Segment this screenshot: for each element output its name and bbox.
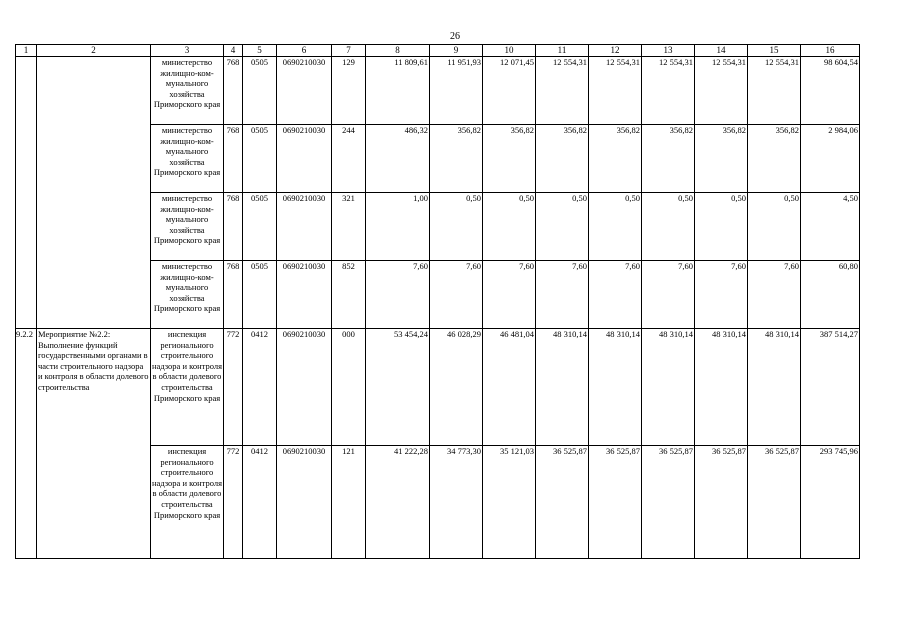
value-cell: 12 554,31 bbox=[642, 57, 695, 125]
total-value-cell: 293 745,96 bbox=[801, 446, 860, 559]
value-cell: 53 454,24 bbox=[366, 329, 430, 446]
column-header-14: 14 bbox=[695, 45, 748, 57]
value-cell: 7,60 bbox=[483, 261, 536, 329]
column-header-10: 10 bbox=[483, 45, 536, 57]
value-cell: 46 028,29 bbox=[430, 329, 483, 446]
column-header-16: 16 bbox=[801, 45, 860, 57]
value-cell: 356,82 bbox=[642, 125, 695, 193]
column-header-5: 5 bbox=[243, 45, 277, 57]
column-header-13: 13 bbox=[642, 45, 695, 57]
value-cell: 7,60 bbox=[536, 261, 589, 329]
column-header-9: 9 bbox=[430, 45, 483, 57]
value-cell: 48 310,14 bbox=[536, 329, 589, 446]
value-cell: 11 951,93 bbox=[430, 57, 483, 125]
value-cell: 48 310,14 bbox=[589, 329, 642, 446]
budget-table bbox=[15, 44, 860, 559]
csr-cell: 0690210030 bbox=[277, 261, 332, 329]
rzpr-cell: 0505 bbox=[243, 261, 277, 329]
value-cell: 7,60 bbox=[589, 261, 642, 329]
executor-cell: министерство жилищно-ком-мунального хозяйства Приморского края bbox=[151, 261, 224, 329]
column-header-1: 1 bbox=[16, 45, 37, 57]
header-row bbox=[16, 45, 860, 57]
grbs-cell: 772 bbox=[224, 329, 243, 446]
executor-cell: министерство жилищно-ком-мунального хозяйства Приморского края bbox=[151, 193, 224, 261]
rzpr-cell: 0412 bbox=[243, 329, 277, 446]
value-cell: 0,50 bbox=[642, 193, 695, 261]
value-cell: 0,50 bbox=[695, 193, 748, 261]
value-cell: 48 310,14 bbox=[642, 329, 695, 446]
value-cell: 1,00 bbox=[366, 193, 430, 261]
csr-cell: 0690210030 bbox=[277, 193, 332, 261]
value-cell: 356,82 bbox=[695, 125, 748, 193]
value-cell: 12 554,31 bbox=[589, 57, 642, 125]
value-cell: 12 554,31 bbox=[695, 57, 748, 125]
column-header-8: 8 bbox=[366, 45, 430, 57]
value-cell: 0,50 bbox=[748, 193, 801, 261]
value-cell: 12 071,45 bbox=[483, 57, 536, 125]
vr-cell: 321 bbox=[332, 193, 366, 261]
value-cell: 7,60 bbox=[695, 261, 748, 329]
executor-cell: министерство жилищно-ком-мунального хозяйства Приморского края bbox=[151, 57, 224, 125]
column-header-3: 3 bbox=[151, 45, 224, 57]
total-value-cell: 60,80 bbox=[801, 261, 860, 329]
column-header-11: 11 bbox=[536, 45, 589, 57]
page-number: 26 bbox=[450, 31, 460, 42]
grbs-cell: 768 bbox=[224, 193, 243, 261]
value-cell: 46 481,04 bbox=[483, 329, 536, 446]
rzpr-cell: 0505 bbox=[243, 57, 277, 125]
rzpr-cell: 0505 bbox=[243, 125, 277, 193]
value-cell: 0,50 bbox=[536, 193, 589, 261]
value-cell: 34 773,30 bbox=[430, 446, 483, 559]
table-row bbox=[16, 57, 860, 125]
executor-cell: министерство жилищно-ком-мунального хозяйства Приморского края bbox=[151, 125, 224, 193]
csr-cell: 0690210030 bbox=[277, 329, 332, 446]
value-cell: 356,82 bbox=[536, 125, 589, 193]
total-value-cell: 387 514,27 bbox=[801, 329, 860, 446]
vr-cell: 121 bbox=[332, 446, 366, 559]
item-name-cell bbox=[37, 57, 151, 329]
item-number-cell: 9.2.2 bbox=[16, 329, 37, 559]
total-value-cell: 98 604,54 bbox=[801, 57, 860, 125]
column-header-12: 12 bbox=[589, 45, 642, 57]
total-value-cell: 4,50 bbox=[801, 193, 860, 261]
value-cell: 7,60 bbox=[366, 261, 430, 329]
value-cell: 486,32 bbox=[366, 125, 430, 193]
value-cell: 12 554,31 bbox=[748, 57, 801, 125]
value-cell: 36 525,87 bbox=[695, 446, 748, 559]
vr-cell: 000 bbox=[332, 329, 366, 446]
csr-cell: 0690210030 bbox=[277, 57, 332, 125]
value-cell: 48 310,14 bbox=[695, 329, 748, 446]
value-cell: 356,82 bbox=[748, 125, 801, 193]
value-cell: 356,82 bbox=[430, 125, 483, 193]
vr-cell: 244 bbox=[332, 125, 366, 193]
value-cell: 41 222,28 bbox=[366, 446, 430, 559]
value-cell: 7,60 bbox=[748, 261, 801, 329]
value-cell: 48 310,14 bbox=[748, 329, 801, 446]
executor-cell: инспекция регионального строительного надзора и контроля в области долевого строительства Приморского края bbox=[151, 446, 224, 559]
value-cell: 356,82 bbox=[483, 125, 536, 193]
value-cell: 36 525,87 bbox=[642, 446, 695, 559]
grbs-cell: 768 bbox=[224, 57, 243, 125]
rzpr-cell: 0412 bbox=[243, 446, 277, 559]
grbs-cell: 772 bbox=[224, 446, 243, 559]
value-cell: 36 525,87 bbox=[748, 446, 801, 559]
item-number-cell bbox=[16, 57, 37, 329]
csr-cell: 0690210030 bbox=[277, 446, 332, 559]
value-cell: 0,50 bbox=[483, 193, 536, 261]
column-header-6: 6 bbox=[277, 45, 332, 57]
column-header-2: 2 bbox=[37, 45, 151, 57]
total-value-cell: 2 984,06 bbox=[801, 125, 860, 193]
value-cell: 36 525,87 bbox=[536, 446, 589, 559]
column-header-7: 7 bbox=[332, 45, 366, 57]
grbs-cell: 768 bbox=[224, 261, 243, 329]
executor-cell: инспекция регионального строительного надзора и контроля в области долевого строительства Приморского края bbox=[151, 329, 224, 446]
grbs-cell: 768 bbox=[224, 125, 243, 193]
value-cell: 11 809,61 bbox=[366, 57, 430, 125]
value-cell: 0,50 bbox=[430, 193, 483, 261]
table-row bbox=[16, 329, 860, 446]
value-cell: 35 121,03 bbox=[483, 446, 536, 559]
table-body bbox=[16, 57, 860, 559]
value-cell: 36 525,87 bbox=[589, 446, 642, 559]
value-cell: 7,60 bbox=[642, 261, 695, 329]
column-header-15: 15 bbox=[748, 45, 801, 57]
value-cell: 12 554,31 bbox=[536, 57, 589, 125]
value-cell: 0,50 bbox=[589, 193, 642, 261]
value-cell: 356,82 bbox=[589, 125, 642, 193]
csr-cell: 0690210030 bbox=[277, 125, 332, 193]
column-header-4: 4 bbox=[224, 45, 243, 57]
vr-cell: 129 bbox=[332, 57, 366, 125]
rzpr-cell: 0505 bbox=[243, 193, 277, 261]
vr-cell: 852 bbox=[332, 261, 366, 329]
item-name-cell: Мероприятие №2.2: Выполнение функций государственными органами в части строительного надзора и контроля в области долевого строительства bbox=[37, 329, 151, 559]
value-cell: 7,60 bbox=[430, 261, 483, 329]
